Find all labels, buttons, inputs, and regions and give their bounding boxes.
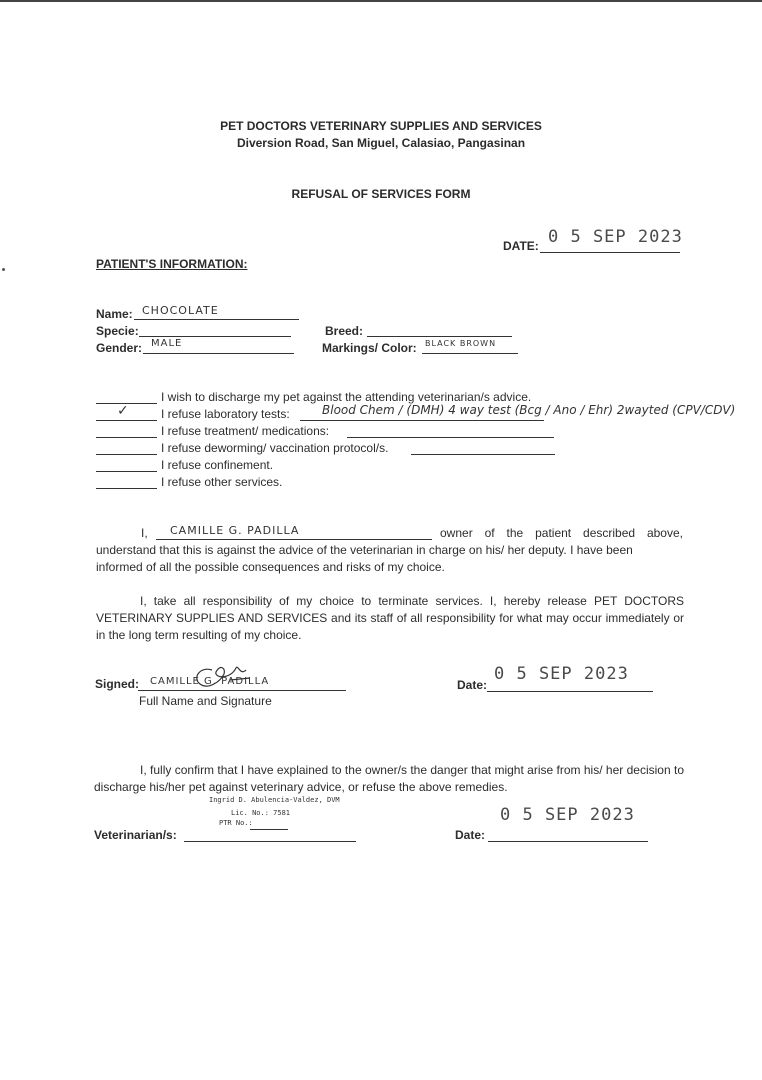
vet-date-label: Date: [455,828,486,842]
option-blank-line [96,420,157,421]
option-other-services: I refuse other services. [161,475,283,489]
name-label: Name: [96,307,133,321]
form-title: REFUSAL OF SERVICES FORM [291,187,471,201]
signature-date-label: Date: [457,678,488,692]
gender-label: Gender: [96,341,143,355]
vet-date-stamp: 0 5 SEP 2023 [500,805,635,825]
veterinarian-label: Veterinarian/s: [94,828,177,842]
markings-label: Markings/ Color: [322,341,417,355]
company-address: Diversion Road, San Miguel, Calasiao, Pangasinan [236,136,526,150]
name-value: CHOCOLATE [142,304,219,317]
markings-line [422,353,518,354]
date-label: DATE: [503,239,539,253]
signed-value: CAMILLE G. PADILLA [150,676,270,687]
specie-label: Specie: [96,324,139,338]
option-blank-line [96,471,157,472]
option-treatment: I refuse treatment/ medications: [161,424,330,438]
gender-line [143,353,294,354]
vet-stamp-ptr: PTR No.: [219,819,253,827]
gender-value: MALE [151,338,183,349]
owner-name-line [156,539,432,540]
owner-name-value: CAMILLE G. PADILLA [170,524,300,537]
owner-statement-line2: understand that this is against the advice of the veterinarian in charge on his/ her deputy. I have been [96,543,633,557]
date-stamp: 0 5 SEP 2023 [548,227,683,247]
lab-tests-line [300,420,544,421]
checkmark-icon: ✓ [117,403,129,419]
company-name: PET DOCTORS VETERINARY SUPPLIES AND SERVICES [220,119,542,133]
vet-ptr-line [250,829,288,830]
patient-section-label: PATIENT'S INFORMATION: [96,257,248,271]
option-blank-line [96,488,157,489]
option-blank-line [96,437,157,438]
treatment-line [347,437,554,438]
signature-date-stamp: 0 5 SEP 2023 [494,664,629,684]
vet-statement: I, fully confirm that I have explained to the owner/s the danger that might arise from his/ her decision to discharge his/her pet against veterinary advice, or refuse the above remedies. [94,763,684,794]
deworming-line [411,454,555,455]
breed-line [367,336,512,337]
top-border-line [0,0,762,2]
signed-label: Signed: [95,677,139,691]
owner-suffix: owner of the patient described above, [440,526,683,540]
signature-caption: Full Name and Signature [139,694,272,708]
option-blank-line [96,454,157,455]
markings-value: BLACK BROWN [425,339,497,348]
scan-speck [2,268,5,271]
option-confinement: I refuse confinement. [161,458,274,472]
owner-statement-line3: informed of all the possible consequences and risks of my choice. [96,560,445,574]
option-discharge: I wish to discharge my pet against the attending veterinarian/s advice. [161,390,532,404]
release-statement: I, take all responsibility of my choice to terminate services. I, hereby release PET DOCTORS VETERINARY SUPPLIES AND SERVICES and its staff of all responsibility for what may occur immediately or in the long term resulting of my choice. [96,594,684,642]
option-deworming: I refuse deworming/ vaccination protocol/s. [161,441,389,455]
vet-stamp-name: Ingrid D. Abulencia-Valdez, DVM [209,796,340,804]
option-lab-tests: I refuse laboratory tests: [161,407,290,421]
vet-date-line [488,841,648,842]
date-line [540,252,680,253]
veterinarian-line [184,841,356,842]
specie-line [139,336,291,337]
breed-label: Breed: [325,324,364,338]
name-line [134,319,299,320]
lab-tests-value: Blood Chem / (DMH) 4 way test (Bcg / Ano / Ehr) 2wayted (CPV/CDV) [322,403,736,417]
signature-date-line [487,691,653,692]
vet-stamp-license: Lic. No.: 7581 [231,809,291,817]
owner-prefix: I, [141,526,148,540]
